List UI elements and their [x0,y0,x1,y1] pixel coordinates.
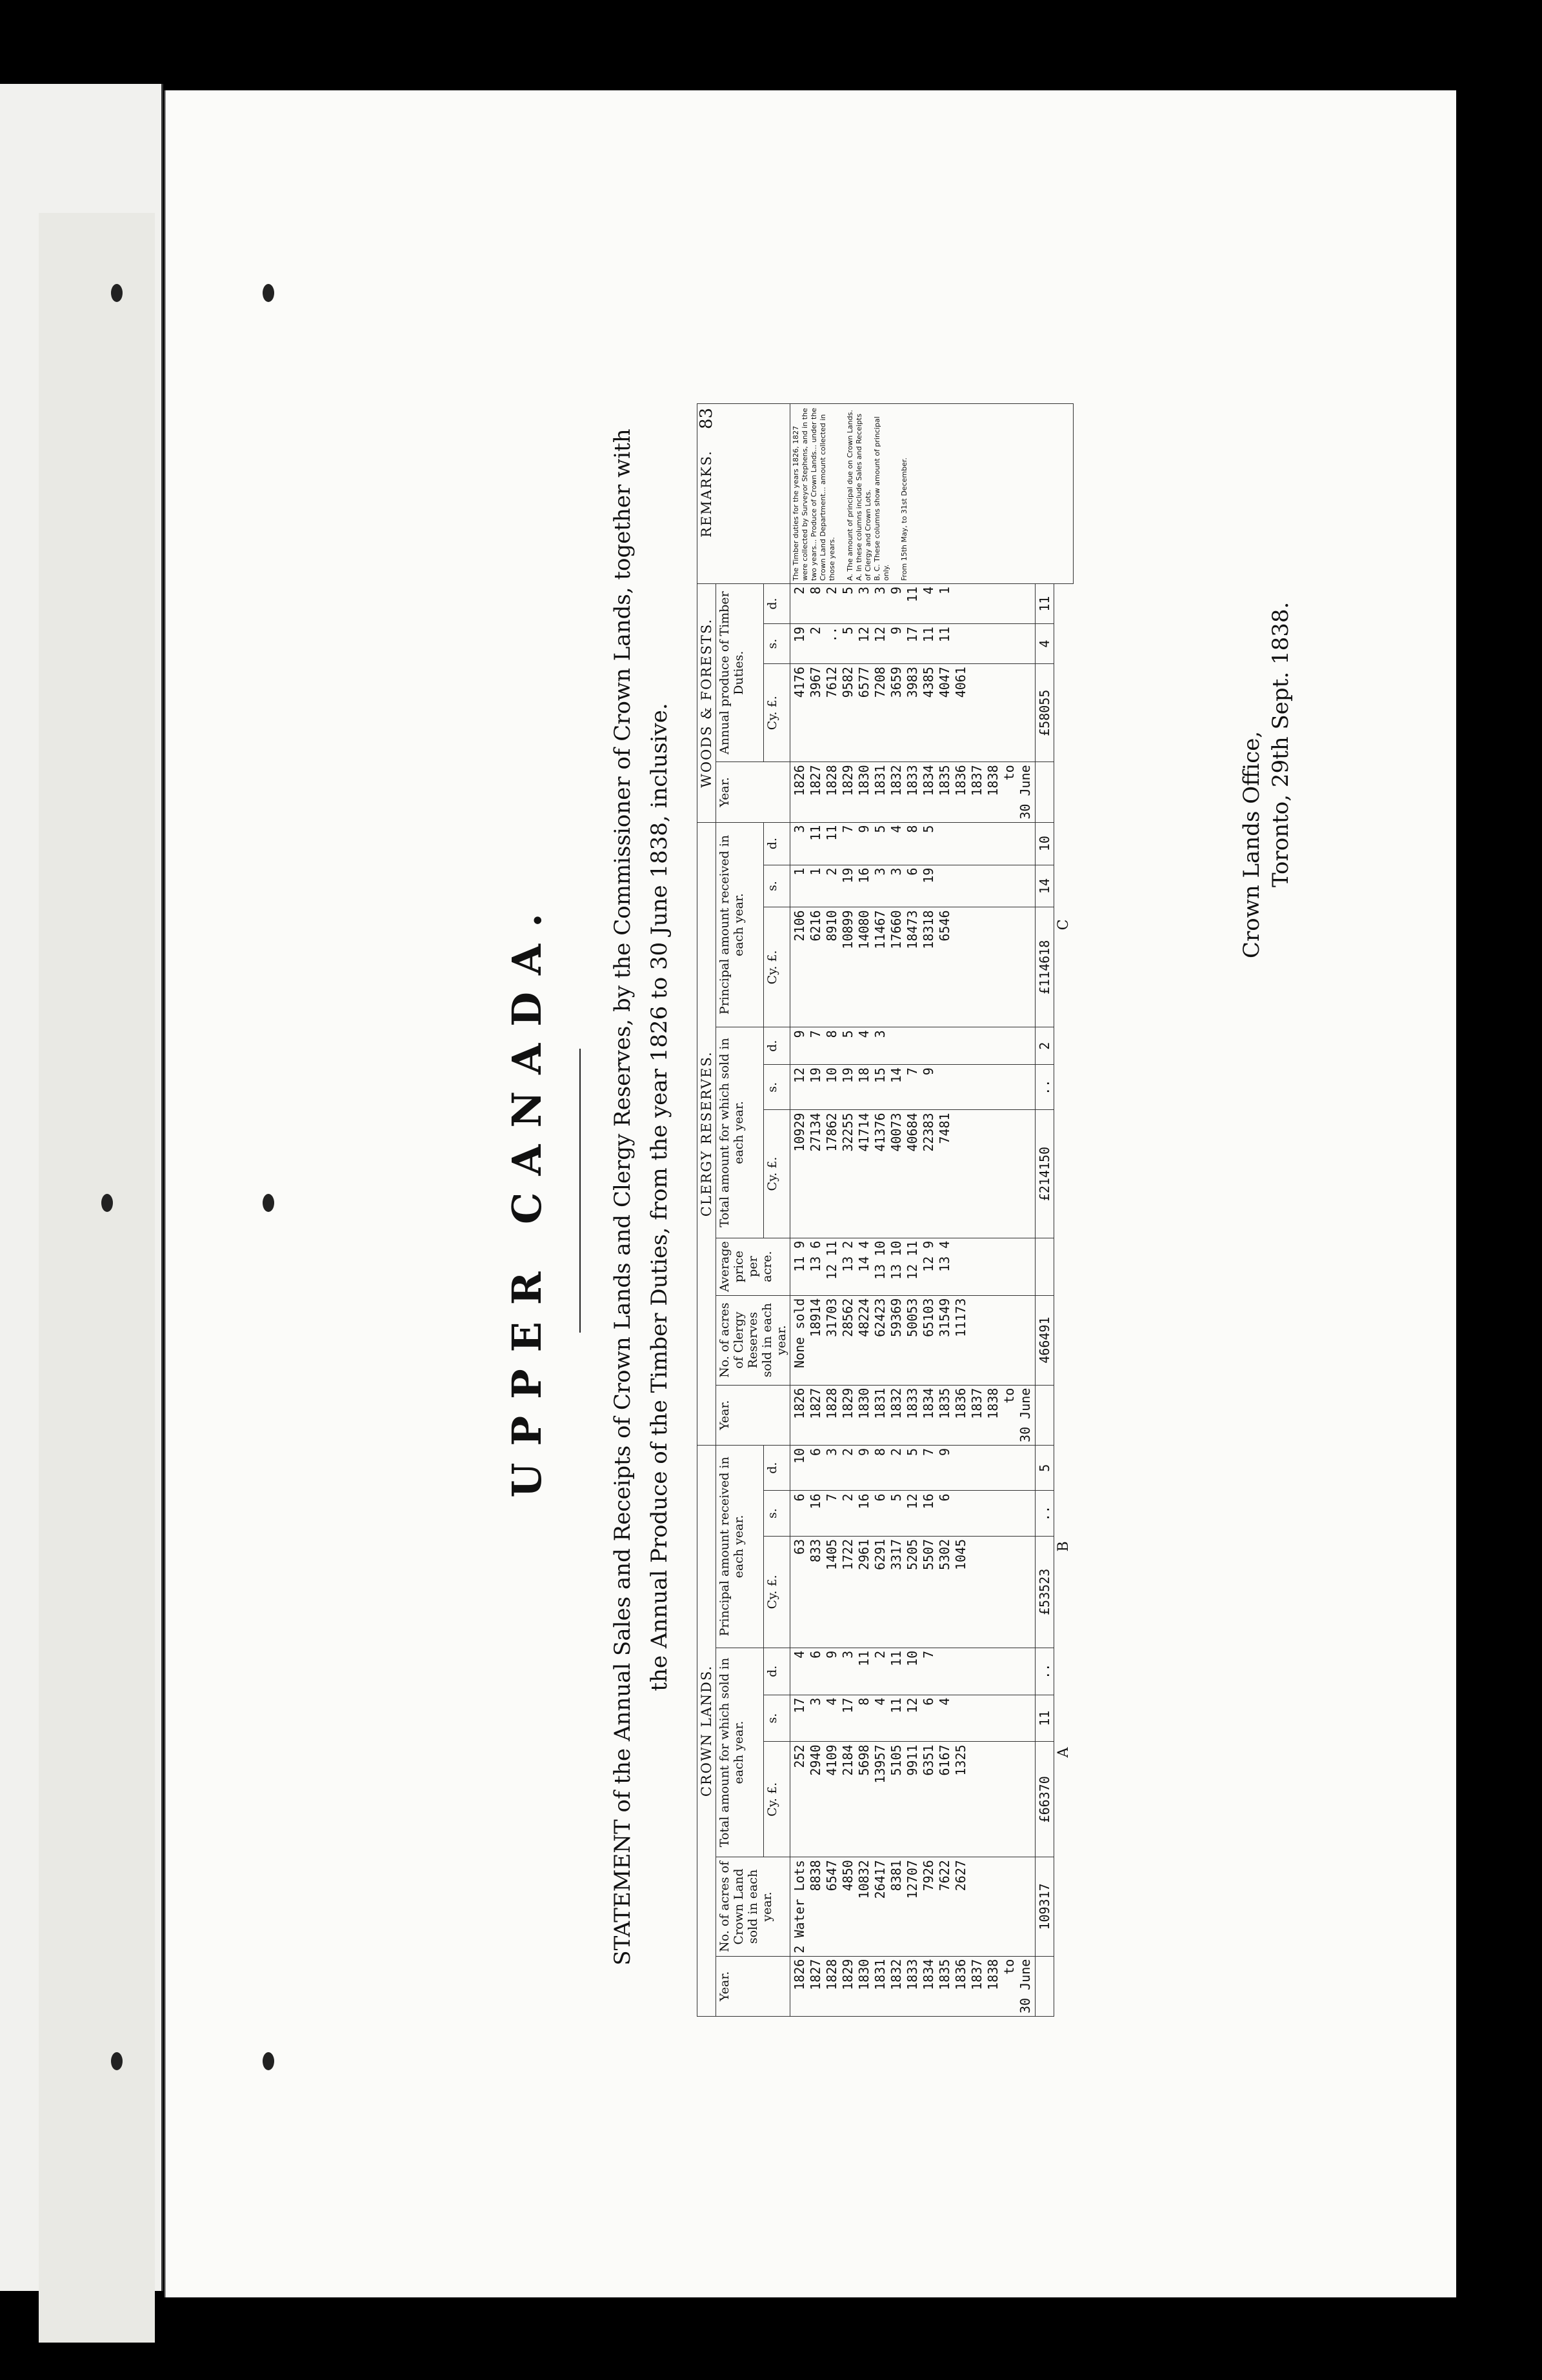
cr-principal-shillings: 1 1 2 19 16 3 3 6 19 [790,865,1036,907]
cr-total-pence: 9 7 8 5 4 3 [790,1027,1036,1065]
cr-acres: None sold 18914 31703 28562 48224 62423 59369 50053 65103 31549 11173 [790,1295,1036,1385]
cl-principal-pence: 10 6 3 2 9 8 2 5 7 9 [790,1445,1036,1490]
cl-total-shillings: 17 3 4 17 8 4 11 12 6 4 [790,1695,1036,1742]
cr-total-pounds: 10929 27134 17862 32255 41714 41376 40073 40684 22383 7481 [790,1110,1036,1238]
unit-s: s. [764,1491,790,1536]
unit-d: d. [764,1648,790,1695]
unit-cy: Cy. £. [764,907,790,1027]
wf-pounds: 4176 3967 7612 9582 6577 7208 3659 3983 4385 4047 4061 [790,664,1036,762]
header-cr-acres: No. of acres of Clergy Reserves sold in each year. [716,1295,790,1385]
unit-d: d. [764,584,790,624]
header-wf-produce: Annual produce of Timber Duties. [716,584,764,762]
cl-principal-shillings: 6 16 7 2 16 6 5 12 16 6 [790,1491,1036,1536]
header-cl-principal: Principal amount received in each year. [716,1445,764,1648]
header-cl-total: Total amount for which sold in each year. [716,1648,764,1857]
wf-years: 1826 1827 1828 1829 1830 1831 1832 1833 1834 1835 1836 1837 1838 to 30 June [790,762,1036,822]
totals-spacer [1036,1956,1054,2016]
header-wf-year: Year. [716,762,790,822]
cr-total-shillings: 12 19 10 19 18 15 14 7 9 [790,1065,1036,1110]
unit-cy: Cy. £. [764,664,790,762]
cl-principal-pounds: 63 833 1405 1722 2961 6291 3317 5205 5507 5302 1045 [790,1536,1036,1648]
facing-page-strip [39,213,155,2343]
unit-cy: Cy. £. [764,1742,790,1857]
statement-table [697,403,1074,2017]
cl-principal-sum-shillings: .. [1036,1491,1054,1536]
rotated-statement [503,378,1297,2017]
header-cr-year: Year. [716,1385,790,1445]
section-crown-lands: CROWN LANDS. [697,1445,716,2016]
wf-sum-pence: 11 [1036,584,1054,624]
wf-pence: 2 8 2 5 3 3 9 11 4 1 [790,584,1036,624]
wf-shillings: 19 2 .. 5 12 12 9 17 11 11 [790,624,1036,664]
binding-hole [111,284,123,302]
wf-sum-shillings: 4 [1036,624,1054,664]
title-rule [579,1049,581,1333]
unit-d: d. [764,1027,790,1065]
cl-total-sum-pence: .. [1036,1648,1054,1695]
section-clergy-reserves: CLERGY RESERVES. [697,822,716,1445]
cr-principal-sum-shillings: 14 [1036,865,1054,907]
cl-total-pounds: 252 2940 4109 2184 5698 13957 5105 9911 6351 6167 1325 [790,1742,1036,1857]
cr-principal-pounds: 2106 6216 8910 10899 14080 11467 17660 18473 18318 6546 [790,907,1036,1027]
unit-d: d. [764,822,790,865]
cl-principal-sum-pounds: £53523 [1036,1536,1054,1648]
binding-hole [263,284,274,302]
unit-s: s. [764,865,790,907]
totals-spacer [1036,1385,1054,1445]
unit-s: s. [764,624,790,664]
header-cr-avg: Average price per acre. [716,1238,790,1295]
totals-spacer [1036,762,1054,822]
cr-principal-sum-pence: 10 [1036,822,1054,865]
remarks-text: The Timber duties for the years 1826, 1827 were collected by Surveyor Stephens, and in the two years... Produce of Crown Lands... under the Crown Land Department... amount collected in those years. A. The amount of principal due on Crown Lands. A. In these columns include Sales and Receipts of Clergy and Crown Lots. B, C. These columns show amount of principal only. From 15th May, to 31st December. [790,404,1074,584]
header-cr-total: Total amount for which sold in each year. [716,1027,764,1238]
header-cl-acres: No. of acres of Crown Land sold in each year. [716,1857,790,1957]
totals-spacer [1036,1238,1054,1295]
cl-total-acres: 109317 [1036,1857,1054,1957]
cr-total-acres: 466491 [1036,1295,1054,1385]
cl-years: 1826 1827 1828 1829 1830 1831 1832 1833 1834 1835 1836 1837 1838 to 30 June [790,1956,1036,2016]
wf-sum-pounds: £58055 [1036,664,1054,762]
signature-date: Toronto, 29th Sept. 1838. [1268,601,1294,887]
unit-cy: Cy. £. [764,1536,790,1648]
section-remarks: REMARKS. [697,404,790,584]
cr-principal-sum-pounds: £114618 [1036,907,1054,1027]
column-letter-b: B [1056,1541,1072,1552]
column-letter-c: C [1056,919,1072,931]
cr-years: 1826 1827 1828 1829 1830 1831 1832 1833 1834 1835 1836 1837 1838 to 30 June [790,1385,1036,1445]
cr-principal-pence: 3 11 11 7 9 5 4 8 5 [790,822,1036,865]
page-number: 83 [697,407,716,429]
cr-total-sum-shillings: .. [1036,1065,1054,1110]
signature-office: Crown Lands Office, [1239,731,1265,958]
cl-acres: 2 Water Lots 8838 6547 4850 10832 26417 8381 12707 7926 7622 2627 [790,1857,1036,1957]
cr-total-sum-pounds: £214150 [1036,1110,1054,1238]
unit-cy: Cy. £. [764,1110,790,1238]
cl-total-pence: 4 6 9 3 11 2 11 10 7 [790,1648,1036,1695]
subtitle-line-2: the Annual Produce of the Timber Duties, from the year 1826 to 30 June 1838, inclusive. [646,703,672,1691]
page-title: UPPER CANADA. [503,896,550,1498]
subtitle-line-1: STATEMENT of the Annual Sales and Receipts of Crown Lands and Clergy Reserves, by the Commissioner of Crown Lands, together with [610,429,636,1966]
cl-total-sum-pounds: £66370 [1036,1742,1054,1857]
binding-hole [263,1194,274,1212]
binding-hole [111,2052,123,2070]
section-woods-forests: WOODS & FORESTS. [697,584,716,823]
unit-s: s. [764,1065,790,1110]
facing-page [0,84,163,2291]
cr-avg-price: 11 9 13 6 12 11 13 2 14 4 13 10 13 10 12 11 12 9 13 4 [790,1238,1036,1295]
cr-total-sum-pence: 2 [1036,1027,1054,1065]
header-year: Year. [716,1956,790,2016]
column-letter-a: A [1056,1747,1072,1758]
cl-principal-sum-pence: 5 [1036,1445,1054,1490]
cl-total-sum-shillings: 11 [1036,1695,1054,1742]
binding-hole [101,1194,113,1212]
binding-hole [263,2052,274,2070]
unit-d: d. [764,1445,790,1490]
header-cr-principal: Principal amount received in each year. [716,822,764,1027]
unit-s: s. [764,1695,790,1742]
